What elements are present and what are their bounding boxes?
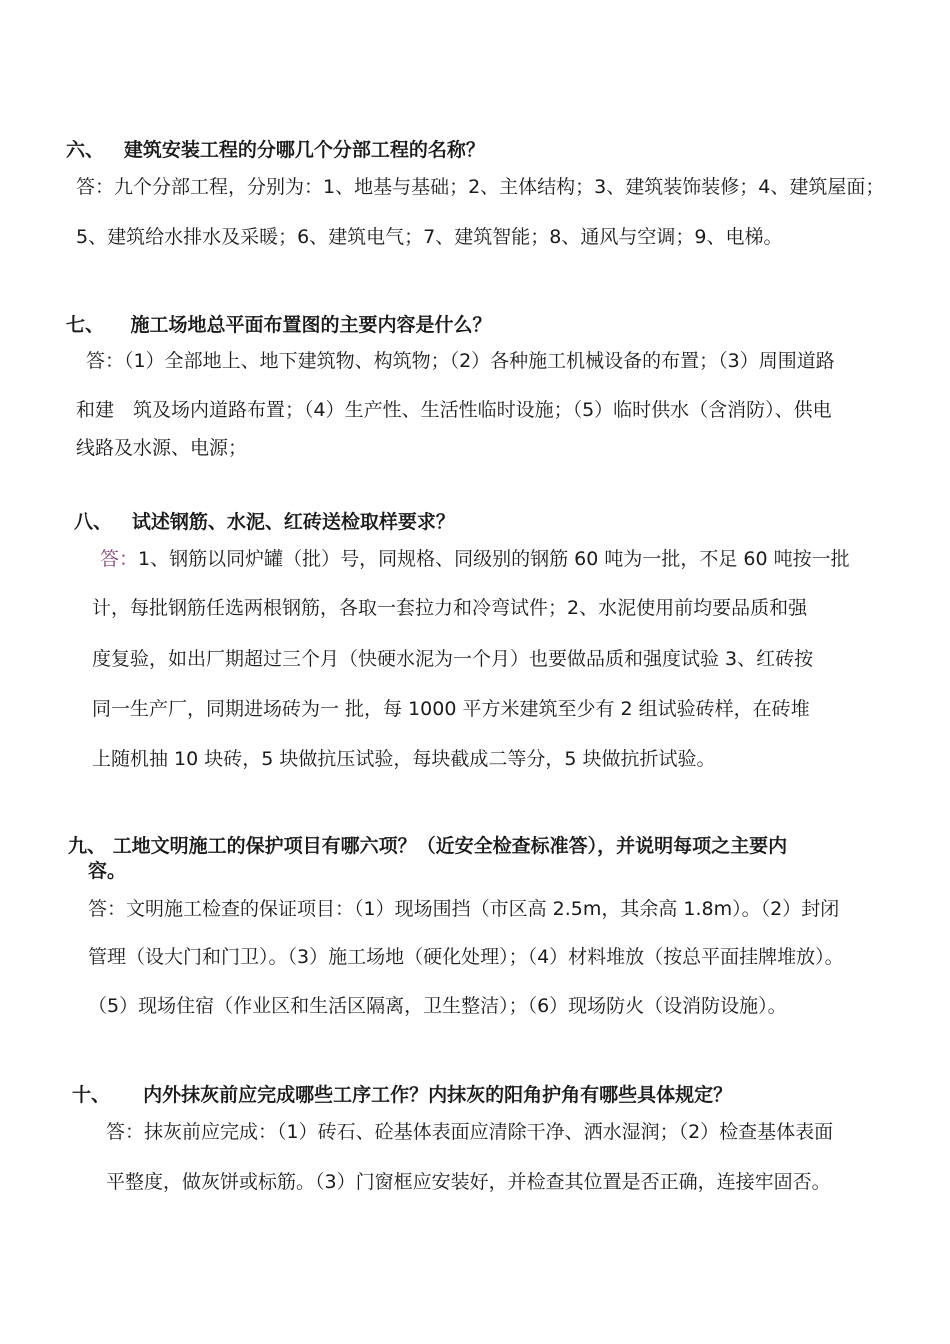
answer-line: 答：文明施工检查的保证项目：（1）现场围挡（市区高 2.5m，其余高 1.8m）。（2）封闭 xyxy=(88,898,840,920)
answer-line: （5）现场住宿（作业区和生活区隔离，卫生整洁）；（6）现场防火（设消防设施）。 xyxy=(88,995,787,1017)
answer-line: 计，每批钢筋任选两根钢筋，各取一套拉力和冷弯试件；2、水泥使用前均要品质和强 xyxy=(92,597,808,619)
answer-line: 答：（1）全部地上、地下建筑物、构筑物；（2）各种施工机械设备的布置；（3）周围道路 xyxy=(86,350,835,372)
answer-line: 平整度，做灰饼或标筋。（3）门窗框应安装好，并检查其位置是否正确，连接牢固否。 xyxy=(106,1171,831,1193)
answer-text: 1、钢筋以同炉罐（批）号，同规格、同级别的钢筋 60 吨为一批，不足 60 吨按一批 xyxy=(138,548,850,570)
answer-line: 上随机抽 10 块砖，5 块做抗压试验，每块截成二等分，5 块做抗折试验。 xyxy=(92,748,716,770)
question-8-heading xyxy=(74,510,455,534)
question-6-heading xyxy=(66,138,485,162)
question-9-continuation: 容。 xyxy=(88,860,127,882)
question-text: 内外抹灰前应完成哪些工序工作？内抹灰的阳角护角有哪些具体规定？ xyxy=(143,1084,733,1106)
answer-line: 和建 筑及场内道路布置；（4）生产性、生活性临时设施；（5）临时供水（含消防）、供电 xyxy=(76,399,832,421)
question-9-heading xyxy=(68,834,787,858)
answer-line-first xyxy=(100,547,850,571)
question-text: 工地文明施工的保护项目有哪六项？（近安全检查标准答），并说明每项之主要内 xyxy=(112,835,788,857)
question-7-heading xyxy=(66,313,492,337)
question-number: 七、 xyxy=(66,314,105,336)
answer-line: 答：九个分部工程，分别为：1、地基与基础；2、主体结构；3、建筑装饰装修；4、建筑屋面； xyxy=(76,176,885,198)
question-10-heading xyxy=(72,1083,732,1107)
answer-line: 线路及水源、电源； xyxy=(76,437,248,459)
answer-line: 同一生产厂，同期进场砖为一 批，每 1000 平方米建筑至少有 2 组试验砖样，在砖堆 xyxy=(92,698,810,720)
question-number: 九、 xyxy=(68,835,107,857)
question-text: 建筑安装工程的分哪几个分部工程的名称？ xyxy=(123,139,485,161)
question-number: 十、 xyxy=(72,1084,111,1106)
answer-label: 答： xyxy=(100,548,139,570)
question-text: 施工场地总平面布置图的主要内容是什么？ xyxy=(130,314,492,336)
answer-line: 答：抹灰前应完成：（1）砖石、砼基体表面应清除干净、洒水湿润；（2）检查基体表面 xyxy=(106,1121,834,1143)
question-text: 试述钢筋、水泥、红砖送检取样要求？ xyxy=(131,511,455,533)
answer-line: 度复验，如出厂期超过三个月（快硬水泥为一个月）也要做品质和强度试验 3、红砖按 xyxy=(92,648,814,670)
question-number: 八、 xyxy=(74,511,113,533)
question-number: 六、 xyxy=(66,139,105,161)
answer-line: 管理（设大门和门卫）。（3）施工场地（硬化处理）；（4）材料堆放（按总平面挂牌堆放）。 xyxy=(88,946,844,968)
answer-line: 5、建筑给水排水及采暖；6、建筑电气；7、建筑智能；8、通风与空调；9、电梯。 xyxy=(76,226,783,248)
